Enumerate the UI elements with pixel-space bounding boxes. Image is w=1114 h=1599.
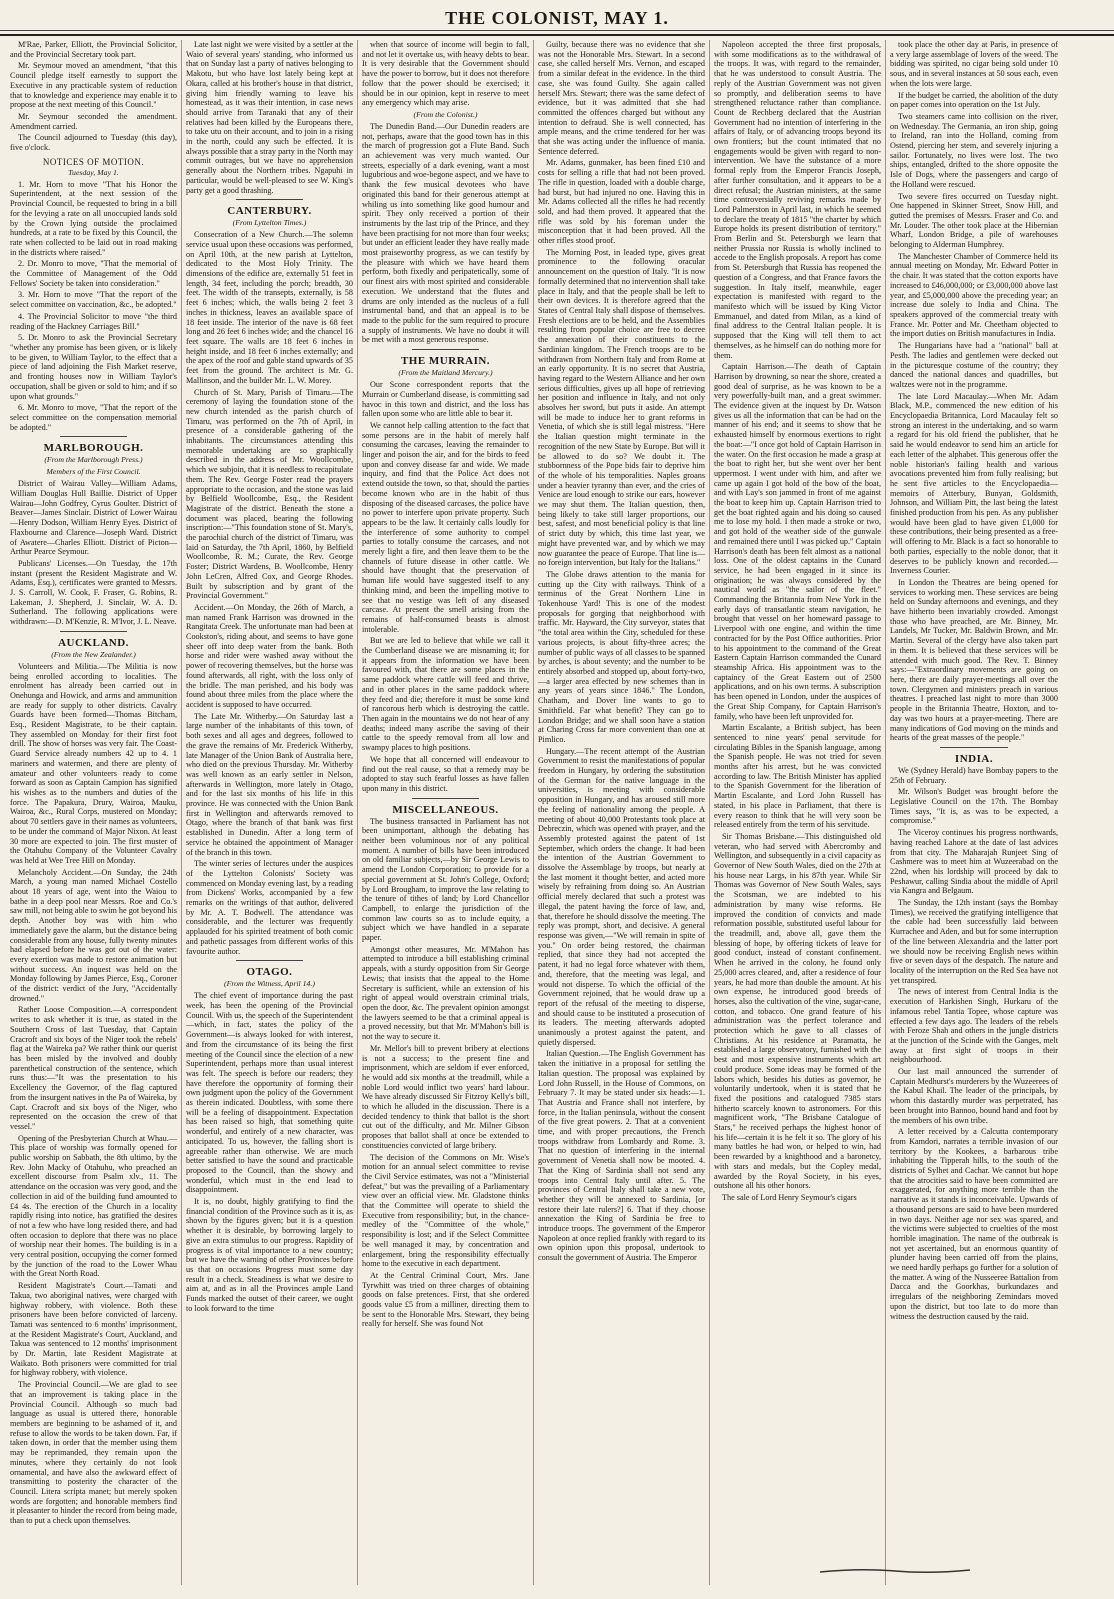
column-6	[886, 40, 1062, 1585]
paragraph: The Morning Post, in leaded type, gives great prominence to the following oracular announcement on the question of Italy. "It is now formally determined that no intervention shall take place in Italy, and that the people shall be left to their own devices. It is therefore agreed that the States of Central Italy shall dispose of themselves. Fresh elections are to be held, and the Assemblies resulting from popular choice are free to decree the annexation of their constituents to the Sardinian kingdom. The French troops are to be withdrawn from Northern Italy and from Rome at an early opportunity. It is no secret that Austria, having regard to the Western Alliance and her own serious difficulties, gives up all hope of retrieving her position and influence in Italy, and not only absolves her sword, but puts it aside. An attempt will be made to induce her to grant reforms in Venetia, of which she is still legal mistress. "Here the Italian question might terminate in the recognition of the new State by Europe. But will it be allowed to do so? We doubt it. The stubbornness of the Pope bids fair to deprive him of the whole of his temporalities. Naples groans under a heavier tyranny than ever, and the cries of Venice are loud enough to strike our ears, however we may shut them. The Italian question, then, being likely to take still larger proportions, our best, safest, and most beneficial policy is that line of strict duty by which, this time last year, we might have prevented war, and by which we may now guarantee the peace of Europe. That line is—no foreign intervention, but Italy for the Italians."	[538, 247, 705, 568]
paragraph: Our last mail announced the surrender of Captain Medhurst's murderers by the Wuzeerees of the Kabul Khail. The leader of the principals, by whom this dastardly murder was perpetrated, has been brought into Bannoo, bound hand and foot by the members of his own tribe.	[890, 1067, 1058, 1125]
section-heading-notices: NOTICES OF MOTION.	[42, 156, 145, 167]
paragraph: The Dunedin Band.—Our Dunedin readers are not, perhaps, aware that the good town has in this the march of progression got a Flute Band. Such an achievement was very much wanted. Our streets, especially of a dark evening, want a most lugubrious and woe-begone aspect, and we have to thank the few musical devotees who have originated this band for their generous attempt at whiling us into something like good humour and spirit. They only received a portion of their instruments by the last trip of the Prince, and they have been practising for not more than four weeks; but under an efficient leader they have really made most praiseworthy progress, as we can testify by the pleasure with which we have heard them perform, both fixedly and peripatetically, some of our finest airs with most spirited and considerable execution. We understand that the flutes and drums are only intended as the nucleus of a full instrumental band, and that an appeal is to be made to the public for the sum required to procure a supply of instruments. We have no doubt it will be met with a most generous response.	[362, 121, 529, 345]
section-heading-miscellaneous: MISCELLANEOUS.	[392, 803, 499, 816]
paragraph: The Council adjourned to Tuesday (this day), five o'clock.	[10, 133, 177, 153]
notice-item: 6. Mr. Monro to move, "That the report of the select committee on the compensation memorial be adopted."	[10, 403, 177, 432]
masthead	[0, 0, 1114, 36]
tailpiece-ornament	[820, 1566, 970, 1576]
paragraph: Napoleon accepted the three first proposals, with some modifications as to the withdrawal of the troops. It was, with regard to the remainder, that he was understood to consult Austria. The reply of the Austrian Government was not given so promptly, and deliberation seems to have strengthened reluctance rather than compliance. Count de Rechberg declared that the Austrian Government had no intention of interfering in the affairs of Italy, or of advancing troops beyond its own frontiers; but the count intimated that no engagements would be given with regard to non-intervention. We have the substance of a more formal reply from the Emperor Francis Joseph, after further consultation, and it appears to be a direct refusal; the Austrian ministers, at the same time controversially reviving remarks made by Lord Palmerston in April last, in which he seemed to declare the treaty of 1815 "the charter by which Europe holds its present distribution of territory." From Berlin and St. Petersburgh we learn that neither Prussia nor Russia is wholly inclined to accede to the English proposals. A report has come from St. Petersburgh that Russia has reopened the question of a Congress, and that France favors the suggestion. In Italy itself, meanwhile, eager expectation is manifested with regard to the manifesto which will be issued by King Victor Emmanuel, and dated from Milan, as a kind of final address to the Central Italian people. It is supposed that the King will tell them to act themselves, as he himself can do nothing more for them.	[714, 40, 881, 360]
paragraph: We cannot help calling attention to the fact that some persons are in the habit of merely half consuming the carcases, leaving the remainder to linger and poison the air, and for the birds to feed upon and convey disease far and wide. We made inquiry, and find that the Police Act does not extend outside the town, so that, should the parties become known who are in the habit of thus disposing of the diseased carcases, the police have no power to interfere upon private property. Such appears to be the law. It certainly calls loudly for the interference of some authority to compel parties to totally consume the carcases, and not merely light a fire, and then leave them to be the channels of future disease in other cattle. We should have thought that the preservation of human life would have suggested itself to any thinking mind, and been the impelling motive to see that no vestige was left of any diseased carcase. At present the smell arising from the remains of half-consumed beasts is almost intolerable.	[362, 420, 529, 634]
paragraph: Two severe fires occurred on Tuesday night. One happened in Skinner Street, Snow Hill, and gutted the premises of Messrs. Fraser and Co. and Mr. Louder. The other took place at the Hibernian Wharf, London Bridge, a pile of warehouses belonging to Alderman Humphrey.	[890, 191, 1058, 250]
paragraph: Consecration of a New Church.—The solemn service usual upon these occasions was performed, on April 10th, at the new parish at Lyttelton, dedicated to the Most Holy Trinity. The dimensions of the edifice are, externally 51 feet in length, 34 feet, including the porch; breadth, 30 feet. The width of the transepts, externally, is 58 feet 6 inches; which, the walls being 2 feet 3 inches in thickness, leaves an available space of 18 feet inside. The interior of the nave is 68 feet long and 26 feet 6 inches wide; and the chancel 16 feet square. The walls are 18 feet 6 inches in height inside, and 18 feet 6 inches externally; and the apex of the roof and gable stand upwards of 35 feet from the ground. The architect is Mr. G. Mallinson, and the builder Mr. L. W. Morey.	[186, 230, 353, 385]
paragraph: The winter series of lectures under the auspices of the Lyttelton Colonists' Society was commenced on Monday evening last, by a reading from Dickens' Works, accompanied by a few remarks on the writings of that author, delivered by Mr. A. T. Bodwell. The attendance was considerable, and the lecturer was frequently applauded for his spirited treatment of both comic and pathetic passages from different works of this favourite author.	[186, 859, 353, 956]
paragraph: We (Sydney Herald) have Bombay papers to the 25th of February.	[890, 765, 1058, 785]
paragraph: Mr. Seymour seconded the amendment. Amendment carried.	[10, 111, 177, 131]
paragraph: The decision of the Commons on Mr. Wise's motion for an annual select committee to revise the Civil Service estimates, was not a "Ministerial defeat," but was the prevailing of a Parliamentary view over an official view. Mr. Gladstone thinks that the Committee will operate to shield the Executive from responsibility; but, in the chance-medley of the "Committee of the whole," responsibility is lost; and if the Select Committee be well managed it may, by concentration and enlargement, bring the responsibility effectually home to the executive in each department.	[362, 1152, 529, 1269]
section-heading-otago: OTAGO.	[246, 966, 293, 979]
paragraph: Church of St. Mary, Parish of Timaru.—The ceremony of laying the foundation stone of the new church intended as the parish church of Timaru, was performed on the 7th of April, in presence of a considerable gathering of the inhabitants. The circumstances attending this memorable undertaking are so graphically described in the address of Mr. Woollcombe, which we subjoin, that it is needless to recapitulate them. The Rev. George Foster read the prayers appropriate to the occasion, and the stone was laid by Belfield Woollcombe, Esq., the Resident Magistrate of the district. Beneath the stone a document was placed, bearing the following inscription:—"This foundation stone of St. Mary's, the parochial church of the district of Timaru, was laid on Saturday, the 7th April, 1860, by Belfield Woollcombe, R. M.; Curate, the Rev. George Foster; District Wardens, B. Woollcombe, Henry John LeCren, Alfred Cox, and George Rhodes. Built by subscription and by grant of the Provincial Government."	[186, 387, 353, 601]
divider	[412, 798, 479, 799]
notice-item: 5. Dr. Monro to ask the Provincial Secretary "whether any promise has been given, or is likely to be given, to William Taylor, to the effect that a piece of land adjoining the Fish Market reserve, and fronting houses now in William Taylor's occupation, shall be given or sold to him; and if so upon what grounds."	[10, 333, 177, 401]
masthead-rule	[0, 30, 1114, 31]
paragraph: Rather Loose Composition.—A correspondent writes to ask whether it is true, as stated in the Southern Cross of last Tuesday, that Captain Cracroft and six boys of the Niger took the rebels' flag at the Waireka pa? We rather think our querist has been misled by the involved and doubly parenthetical construction of the sentence, which runs thus:—"It was the presentation to his Excellency the Governor, of the flag captured from the insurgent natives in the Pa of Waireka, by Capt. Cracroft and six boys of the Niger, who represented on the occasion the crew of that vessel."	[10, 1005, 177, 1131]
paragraph: Guilty, because there was no evidence that she was not the Honorable Mrs. Stewart. In a second case, she called herself Mrs. Vernon, and escaped from a similar defeat in the evidence. In the third case, she was found Guilty. She again called herself Mrs. Stewart; there was the same defect of evidence, but it was admitted that she had committed the offences charged but without any intention to defraud. She is well connected, has ample means, and the crime tendered for her was that she was acting under the influence of mania. Sentence deferred.	[538, 40, 705, 156]
paragraph: when that source of income will begin to fall, and not let it overtake us, with heavy debts to bear. It is very desirable that the Government should have the power to borrow, but it does not therefore follow that the power should be exercised; it should be in our opinion, kept in reserve to meet any emergency which may arise.	[362, 40, 529, 108]
notice-item: 1. Mr. Horn to move "That his Honor the Superintendent, at the next session of the Provincial Council, be requested to bring in a bill for the levying a rate on all unoccupied lands sold by the Crown lying outside the proclaimed hundreds, at a rate to be fixed by this Council, the rate when collected to be laid out in road making in the districts where raised."	[10, 179, 177, 257]
source-line: (From the Witness, April 14.)	[224, 979, 315, 989]
subheading: Members of the First Council.	[46, 467, 141, 477]
paragraph: The Hungarians have had a "national" ball at Pesth. The ladies and gentlemen were decked out in the picturesque costume of the country; they danced the national dances and quadrilles, but waltzes were not in the programme.	[890, 341, 1058, 389]
paragraph: Martin Escalante, a British subject, has been sentenced to nine years' penal servitude for circulating Bibles in the Spanish language, among the Spanish people. He was not tried for seven months after his arrest, but he was convicted according to law. The British Minister has applied to the Spanish Government for the liberation of Martin Escalante, and Lord John Russell has stated, in his place in Parliament, that there is every reason to think that he will very soon be released entirely from the term of his servitude.	[714, 723, 881, 830]
paragraph: Accident.—On Monday, the 26th of March, a man named Frank Harrison was drowned in the Rangitata Creek. The unfortunate man had been at Cookston's, riding about, and seems to have gone sheer off into deep water from the bank. Both horse and rider were washed away without the power of recovering themselves, but the horse was found afterwards, all right, with the loss only of the bridle. The man perished, and his body was found about three miles from the place where the accident is supposed to have occurred.	[186, 602, 353, 709]
paragraph: The Sunday, the 12th instant (says the Bombay Times), we received the gratifying intelligence that the cable had been successfully laid between Kurrachee and Aden, and but for some interruption of the line between Alexandria and the latter port we should now be receiving English news within five or seven days of the despatch. The nature and locality of the interruption on the Red Sea have not yet transpired.	[890, 898, 1058, 985]
notice-item: 2. Dr. Monro to move, "That the memorial of the Committee of Management of the Odd Fellows' Society be taken into consideration."	[10, 259, 177, 288]
paragraph: Two steamers came into collision on the river, on Wednesday. The Germania, an iron ship, going to Ireland, ran into the Holland, coming from Ostend, piercing her stem, and severely injuring a sailor. Fortunately, no lives were lost. The two ships, entangled, drifted to the shore opposite the Isle of Dogs, where the passengers and cargo of the Holland were rescued.	[890, 111, 1058, 189]
paragraph: In London the Theatres are being opened for services to working men. These services are being held on Sunday afternoons and evenings, and they have hitherto been invariably crowded. Amongst those who have preached, are Mr. Binney, Mr. Landels, Mr Tucker, Mr. Baldwin Brown, and Mr. Martin. Several of the clergy have also taken part in them. It is believed that these services will be attended with much good. The Rev. T. Binney says:—"Extraordinary movements are going on here, there are daily prayer-meetings all over the town. Clergymen and ministers preach in various theatres. I preached last night to more than 3000 people in the Britannia Theatre, Hoxton, and to-day was two hours at a prayer-meeting. There are many indications of God moving on the minds and hearts of the great masses of the people."	[890, 577, 1058, 743]
divider	[236, 199, 303, 200]
paragraph: Volunteers and Militia.—The Militia is now being enrolled according to localities. The enrolment has already been carried out in Onehunga and Howick, and arms and ammunition are ready for supply to other districts. Cavalry Guards have been formed—Thomas Bitcham, Esq., Resident Magistrate, to be their captain. They assembled on Monday for their first foot drill. The show of horses was very fair. The Coast-Guard Service already numbers 42 up to 4. 1 mariners and watermen, and there are plenty of amateur and other volunteers ready to come forward as soon as Captain Campion has signified his wishes as to the numbers and duties of the force. The Papakura, Drury, Wairoa, Mauku, Wairoa, &c., Rural Corps, mustered on Monday; about 70 settlers gave in their names as volunteers, to be under the command of Major Nixon. At least 30 more are expected to join. The first muster of the Otahuhu Company of the Volunteer Cavalry was held at Wee Tree Hill on Monday.	[10, 661, 177, 865]
paragraph: Our Scone correspondent reports that the Murrain or Cumberland disease, is committing sad havoc in this town and district, and the loss has fallen upon some who are little able to bear it.	[362, 380, 529, 419]
notice-item: 4. The Provincial Solicitor to move "the third reading of the Hackney Carriages Bill."	[10, 311, 177, 331]
paragraph: The Provincial Council.—We are glad to see that an improvement is taking place in the Provincial Council. Although so much bad language as usual is uttered there, honorable members are beginning to be ashamed of it, and refuse to allow the words to be taken down. Far, if taken down, in order that the member using them may be reprimanded, they remain upon the minutes, where they certainly do not look ornamental, and have also the awkward effect of transmitting to posterity the character of the Council. Litera scripta manet; but merely spoken words are forgotten; and honorable members find it pleasanter to hinder the record from being made, than to put a check upon themselves.	[10, 1380, 177, 1526]
source-line: (From the Marlborough Press.)	[44, 455, 143, 465]
source-line: (From the Maitland Mercury.)	[398, 368, 493, 378]
paragraph: Mr. Wilson's Budget was brought before the Legislative Council on the 17th. The Bombay Times says, "It is, as was to be expected, a compromise."	[890, 787, 1058, 826]
divider	[60, 436, 127, 437]
paragraph: The news of interest from Central India is the execution of Harkishen Singh, Hurkaru of the infamous rebel Tantia Topee, whose capture was effected a few days ago. The leaders of the rebels with Feroze Shah and others in the jungle districts at the junction of the Scinde with the Ganges, melt away at first sight of troops in their neighbourhood.	[890, 987, 1058, 1065]
source-line: (From Lyttelton Times.)	[232, 218, 307, 228]
section-heading-canterbury: CANTERBURY.	[227, 205, 312, 218]
source-line: (From the New Zealander.)	[51, 649, 136, 659]
notice-date: Tuesday, May 1.	[68, 167, 119, 177]
paragraph: Mr. Adams, gunmaker, has been fined £10 and costs for selling a rifle that had not been proved. The rifle in question, loaded with a double charge, had burst, but had injured no one. Having this in Mr. Adams collected all the rifles he had recently sold, and had them proved. It appeared that the rifle was sold by his foreman under the misconception that it had been proved. All the other rifles stood proof.	[538, 158, 705, 246]
paragraph: took place the other day at Paris, in presence of a very large assemblage of lovers of the weed. The bidding was spirited, no cigar being sold under 10 sous, and in several instances at 50 sous each, even when the lots were large.	[890, 40, 1058, 88]
paragraph: The sale of Lord Henry Seymour's cigars	[722, 1192, 857, 1202]
paragraph: Mr. Seymour moved an amendment, "that this Council pledge itself earnestly to support the Executive in any practicable system of reduction that to knowledge and experience may enable it to propose at the next meeting of this Council."	[10, 61, 177, 110]
divider	[236, 960, 303, 961]
column-1	[6, 40, 182, 1585]
paragraph: The Late Mr. Witherby.—On Saturday last a large number of the inhabitants of this town, of both sexes and all ages and degrees, followed to the grave the remains of Mr. Frederick Witherby, late Manager of the Union Bank of Australia here, who died on the previous Thursday. Mr. Witherby was well known as an early settler in Nelson, afterwards in Wellington, more lately in Otago, and for the last six months of his life in this province. He was connected with the Union Bank first in Wellington and afterwards removed to Otago, where the branch of that bank was first established in Dunedin. After a long term of service he obtained the appointment of Manager of the branch in this town.	[186, 711, 353, 857]
paragraph: M'Rae, Parker, Elliott, the Provincial Solicitor, and the Provincial Secretary took part.	[10, 40, 177, 59]
column-3	[358, 40, 534, 1585]
paragraph: Mr. Mellor's bill to prevent bribery at elections is not a success; to the present fine and imprisonment, which are seldom if ever enforced, he would add six months at the treadmill, while a noble Lord would inflict two years' hard labour. We have already discussed Sir Fitzroy Kelly's bill, to which he alluded in the discussion. There is a decided tendency to think that ballot is the short cut out of the difficulty, and Mr. Milner Gibson proposes that ballot shall at once be extended to constituencies convicted of large bribery.	[362, 1043, 529, 1150]
paragraph: It is, no doubt, highly gratifying to find the financial condition of the Province such as it is, as shown by the figures given; but it is a question whether it is desirable, by borrowing largely to give an extra stimulus to our progress. Rapidity of progress is of vital importance to a new country; but we have the warning of other Provinces before us that on occasions Progress must some day result in a check. Steadiness is what we desire to aim at, and as in all the Provinces ample Land Funds marked the outset of their career, we ought to look forward to the time	[186, 1197, 353, 1313]
divider	[60, 631, 127, 632]
paragraph: The Globe draws attention to the mania for cutting up the City with railways. Think of a terminus of the Great Northern Line in Tokenhouse Yard! This is one of the modest proposals for gorging that neighborhood with traffic. Mr. Hayward, the City surveyor, states that "the total area within the City, scheduled for these various projects, is about fifty-three acres; the number of public ways of all classes to be spanned by arches, is about seventy; and the number to be entirely absorbed and stopped up, about forty-two,—a larger area effected by new schemes than in any years of years since 1846." The London, Chatham, and Dover line wants to go to Smithfield. Far what benefit? They can go to London Bridge; and we shall soon have a station at Charing Cross far more convenient than one at Pimlico.	[538, 569, 705, 744]
paragraph: Hungary.—The recent attempt of the Austrian Government to resist the manifestations of popular freedom in Hungary, by ordering the substitution of the German for the native language in the universities, is meeting with considerable opposition in Hungary, and has aroused still more the feeling of nationality among the people. A meeting of about 40,000 Protestants took place at Debreczin, which was opened with prayer, and the Assembly protested against the patent of 1st September, which orders the change. It had been the intention of the Austrian Government to dissolve the Assemblage by troops, but nearly at the last moment it thought better, and acted more wisely by refraining from doing so. An Austrian official merely declared that such a protest was illegal, the patent having the force of law, and, that, therefore he should dissolve the meeting. The reply was prompt, short, and decisive. A general response was given,—"We will remain in spite of you." On order being restored, the chairman replied, that since they had not accepted the patent, it had no legal force whatever with them, and, therefore, that the meeting was legal, and would not disperse. To which the official of the Government rejoined, that he would draw up a report of the refusal of the meeting to disperse, and should cause to be instituted a prosecution of its leaders. The meeting afterwards adopted unanimously a protest against the patent, and quietly dispersed.	[538, 746, 705, 1047]
divider	[412, 349, 479, 350]
paragraph: The Manchester Chamber of Commerce held its annual meeting on Monday, Mr. Edward Potter in the chair. It was stated that the cotton exports have increased to £46,000,000; or £3,000,000 above last year, and £5,000,000 above the preceding year; an increase due solely to India and China. The speakers approved of the commercial treaty with France. Mr. Potter and Mr. Cheetham objected to the import duties on British manufactures in India.	[890, 251, 1058, 339]
columns	[6, 40, 1108, 1585]
paragraph: If the budget be carried, the abolition of the duty on paper comes into operation on the 1st July.	[890, 90, 1058, 110]
paragraph: Captain Harrison.—The death of Captain Harrison by drowning, so near the shore, created a good deal of surprise, as he was known to be a very powerfully-built man, and a great swimmer. The evidence given at the inquest by Dr. Watson gives us all the information that can be had on the manner of his end; and it seems to show that he exhausted himself by enormous exertions to right the boat:—"I once got hold of Captain Harrison in the water. On the first occasion he made a grasp at the boat to right her, but she went over her bent uppermost. I went under with him, and after we came up again I got hold of the bow of the boat, and with Lay's son jammed in front of me against the boat to keep him up. Captain Harrison tried to get the boat righted again and his doing so caused me to lose my hold. I then made a stroke or two, and got hold of the weather side of the gunwale and remained there until I was picked up." Captain Harrison's death has been felt almost as a national loss. One of the oldest captains in the Cunard service, he had been engaged in it since its origination; he was always considered by the nautical world as "the sailor of the fleet." Commanding the Britannia from New York in the early days of transatlantic steam navigation, he brought that vessel on her homeward passage to Liverpool with one engine, and within the time contracted for by the Post Office authorities. Prior to his appointment to the command of the Great Eastern Captain Harrison commanded the Cunard steamship Africa. His appointment was to the captaincy of the Great Eastern out of 2500 applications, and on his own terms. A subscription has been opened in London, under the auspices of the Great Ship Company, for Captain Harrison's family, who have been left unprovided for.	[714, 362, 881, 721]
source-line: (From the Colonist.)	[413, 109, 478, 119]
page-title: THE COLONIST, MAY 1.	[445, 8, 669, 28]
paragraph: A letter received by a Calcutta contemporary from Kamdori, narrates a terrible invasion of our territory by the Kookees, a barbarous tribe inhabiting the Tipperah hills, to the south of the districts of Sylhet and Cachar. We cannot but hope that the atrocities said to have been committed are exaggerated, for anything more terrible than the narrative as it stands is inconceivable. Upwards of a thousand persons are said to have been murdered in two days. Neither age nor sex was spared, and the victims were subjected to cruelties of the most horrible imagination. The name of the outbreak is not yet ascertained, but an enormous quantity of plunder having been carried off from the plains, we need hardly perhaps go further for a solution of the matter. A wing of the Nusseeree Battalion from Dacca and the Goorkhas, burkundazes and irregulars of the neighboring Zemindars moved upon the district, but too late to do more than witness the destruction caused by the raid.	[890, 1127, 1058, 1321]
paragraph: Opening of the Presbyterian Church at Whau.—This place of worship was formally opened for public worship on Sabbath, the 8th ultimo, by the Rev. John Macky of Otahuhu, who preached an excellent discourse from Psalm xlv., 11. The attendance on the occasion was very good, and the collection in aid of the building fund amounted to £4 4s. The erection of the Church in a locality rapidly rising into notice, has gratified the desires of not a few who have long resided there, and had often occasion to deplore that there was no place of worship near their homes. The building is in a very central position, occupying the corner formed by the junction of the road to the Lower Whau with the Great North Road.	[10, 1133, 177, 1279]
paragraph: The Viceroy continues his progress northwards, having reached Lahore at the date of last advices from that city. The Maharajah Runjeet Sing of Cashmere was to meet him at Wuzeerabad on the 22nd, when his lordship will proceed by dak to Peshawur, calling Sindia about the middle of April via Kangra and Belgaum.	[890, 828, 1058, 896]
paragraph: Publicans' Licenses.—On Tuesday, the 17th instant (present the Resident Magistrate and W. Adams, Esq.), certificates were granted to Messrs. J. S. Carroll, W. Cook, F. Fraser, G. Robins, R. Lakeman, J. Shepherd, J. Sinclair, W. A. D. Sutherland. The following applications were withdrawn:—D. M'Kenzie, R. M'Ivor, J. L. Neave.	[10, 558, 177, 627]
column-5	[710, 40, 886, 1585]
column-4	[534, 40, 710, 1585]
section-heading-marlborough: MARLBOROUGH.	[43, 442, 144, 455]
paragraph: Melancholy Accident.—On Sunday, the 24th March, a young man named Michael Costello about 18 years of age, went into the Waiou to bathe in a deep pool near Messrs. Roe and Co.'s saw mill, not being able to swim he got beyond his depth. Another boy was with him who immediately gave the alarm, but the distance being considerable from any house, fully twenty minutes had elapsed before he was got out of the water: every exertion was made to restore animation but without success. An inquest was held on the Monday following by James Pierce, Esq., Coroner of the district: verdict of the Jury, "Accidentally drowned."	[10, 867, 177, 1003]
paragraph: District of Wairau Valley—William Adams, William Douglas Hull Baillie. District of Upper Wairau—John Godfrey, Cyrus Goulter. District of Beaver—James Sinclair. District of Lower Wairau—Henry Dodson, William Henry Eyes. District of Flaxbourne and Clarence—Joseph Ward. District of Awatere—Charles Elliott. District of Picton—Arthur Pearce Seymour.	[10, 479, 177, 557]
section-heading-india: INDIA.	[954, 752, 994, 765]
paragraph: The business transacted in Parliament has not been unimportant, although the debating has neither been voluminous nor of any political moment. A number of bills have been introduced on old familiar subjects,—by Sir George Lewis to amend the London Corporation; to provide for a special government at St. John's College, Oxford; by Lord Brougham, to improve the law relating to the tenure of tithes of land; by Lord Chancellor Campbell, to enlarge the jurisdiction of the common law courts so as to include equity, a subject which we have handled in a separate paper.	[362, 816, 529, 943]
column-2	[182, 40, 358, 1585]
paragraph: Resident Magistrate's Court.—Tamati and Takua, two aboriginal natives, were charged with highway robbery, with violence. Both these prisoners have been before convicted of larceny. Tamati was sentenced to 6 months' imprisonment, at the Resident Magistrate's Court, Auckland, and Takua was sentenced to 12 months' imprisonment by Dr. Martin, late Resident Magistrate at Waikato. Both prisoners were committed for trial for highway robbery, with violence.	[10, 1281, 177, 1378]
paragraph: At the Central Criminal Court, Mrs. Jane Tyrwhitt was tried on three charges of obtaining goods on false pretences. First, that she ordered goods value £5 from a milliner, directing them to be sent to the Honorable Mrs. Stewart, they being really for herself. She was found Not	[362, 1270, 529, 1329]
paragraph: We hope that all concerned will endeavour to find out the real cause, so that a remedy may be adopted to stay such fearful losses as have fallen upon many in this district.	[362, 754, 529, 793]
notice-item: 3. Mr. Horn to move "That the report of the select committee on vaccination, &c., be adopted."	[10, 290, 177, 310]
paragraph: Late last night we were visited by a settler at the Waio of several years' standing, who informed us that on Sunday last a party of natives belonging to Makotu, but who have lost lately being kept at Okara, called at his brother's house in that district, giving him friendly warning to leave his homestead, as it was their intention, in case news should arrive from Taranaki that any of their relatives had been killed by the Europeans there, to take utu on their account, and to join in a rising in the north, could any such be effected. It is always possible that a stray party in the North may commit outrages, but we have no apprehension generally about the Northern tribes. Ngapuhi in particular, would be well-pleased to see W. King's party get a good thrashing.	[186, 40, 353, 195]
paragraph: The chief event of importance during the past week, has been the opening of the Provincial Council. With us, the speech of the Superintendent—which, in fact, states the policy of the Government—is always looked for with interest, and from the circumstance of its being the first meeting of the Council since the election of a new Superintendent, perhaps more than usual interest was felt. The speech is before our readers; they have therefore the opportunity of forming their own judgment upon the policy of the Government as therein indicated. Doubtless, with some there will be a feeling of disappointment. Expectation has been raised so high, that something quite wonderful, and entirely of a new character, was anticipated. To us, however, the falling short is agreeable rather than otherwise. We are much better satisfied to have the sound and practicable proposed to the Council, than the showy and wonderful, which must in the end lead to disappointment.	[186, 991, 353, 1195]
paragraph: The late Lord Macaulay.—When Mr. Adam Black, M.P., commenced the new edition of his Encyclopaedia Britannica, Lord Macaulay felt so strong an interest in the undertaking, and so warm a regard for his old friend the publisher, that he said he would endeavor to send him an article for each letter of the alphabet. This generous offer the noble historian's failing health and various avocations prevented him from fully realising; but he sent five articles to the Encyclopaedia—memoirs of Atterbury, Bunyan, Goldsmith, Johnson, and William Pitt, the last being the latest finished production from his pen. As any publisher would have been glad to have given £1,000 for these contributions, their being presented as a free-will offering to Mr. Black is a fact so honorable to both parties, especially to the noble donor, that it deserves to be publicly known and recorded.—Inverness Courier.	[890, 391, 1058, 576]
paragraph: Italian Question.—The English Government has taken the initiative in a proposal for settling the Italian question. The proposal was explained by Lord John Russell, in the House of Commons, on February 7. It may be stated under six heads:—1. That Austria and France shall not interfere, by force, in the Italian peninsula, without the consent of the five great powers. 2. That at a convenient time, and with proper precautions, the French troops withdraw from Lombardy and Rome. 3. That no question of interfering in the internal government of Venetia shall now be mooted. 4. That the King of Sardinia shall not send any troops into Central Italy until after. 5. The provinces of Central Italy shall take a new vote, whether they will be annexed to Sardinia, [or restore their late rulers?] 6. That if they choose annexation the King of Sardinia be free to introduce troops. The government of the Emperor Napoleon at once replied frankly with regard to its own opinion upon this proposal, undertook to consult the government of Austria. The Emperor	[538, 1049, 705, 1263]
section-heading-murrain: THE MURRAIN.	[400, 355, 491, 368]
paragraph: But we are led to believe that while we call it the Cumberland disease we are misnaming it; for it appears from the information we have been favoured with, that there are some places in the same paddock where cattle will feed and thrive, and in other places in the same paddock where they feed and die; therefore it must be some kind of rancorous herb which is destroying the cattle. Then again in the mountains we do not hear of any deaths; indeed many ascribe the saving of their cattle to the speedy removal from all low and swampy places to high positions.	[362, 636, 529, 753]
paragraph: Sir Thomas Brisbane.—This distinguished old veteran, who had served with Abercromby and Wellington, and subsequently in a civil capacity as Governor of New South Wales, died on the 27th at his house near Largs, in his 87th year. While Sir Thomas was Governor of New South Wales, says the Scotsman, we are indebted to his administration by many wise reforms. He improved the condition of convicts and made reformation possible, substituted useful labour for the treadmill, and, above all, gave them the blessing of hope, by offering tickets of leave for good conduct, instead of constant confinement. When he arrived in the colony, he found only 25,000 acres cleared, and, after a residence of four years, he had more than double the amount. At his own expense, he introduced good breeds of horses, also the cultivation of the vine, sugar-cane, cotton, and tobacco. One grand feature of his administration was the perfect tolerance and protection which he gave to all classes of Christians. At his residence at Paramatta, he established a large observatory, furnished with the best and most expensive instruments which art could produce. Some ideas may be formed of the labors which, besides his duties as governor, he voluntarily undertook, when it is stated that he fixed the positions and catalogued 7385 stars hitherto scarcely known to astronomers. For this magnificent work, "The Brisbane Catalogue of Stars," he received perhaps the highest honor of his life—certain it is he felt it so. The glory of his many battles he had won, or helped to win, had been rewarded by a knighthood and a baronetcy, with stars and medals, but the Copley medal, awarded by the Royal Society, in his eyes, outshone all his other honors.	[714, 831, 881, 1191]
paragraph: Amongst other measures, Mr. M'Mahon has attempted to introduce a bill establishing criminal appeals, with a sturdy opposition from Sir George Lewis; that insists that the appeal to the Home Secretary is sufficient, while an extension of his right of appeal would overstrain criminal trials, open the door, &c. The prevalent opinion amongst the lawyers seemed to be that a criminal appeal is a proved necessity, but that Mr. M'Mahon's bill is not the way to secure it.	[362, 944, 529, 1042]
divider	[940, 747, 1007, 748]
section-heading-auckland: AUCKLAND.	[58, 636, 129, 649]
